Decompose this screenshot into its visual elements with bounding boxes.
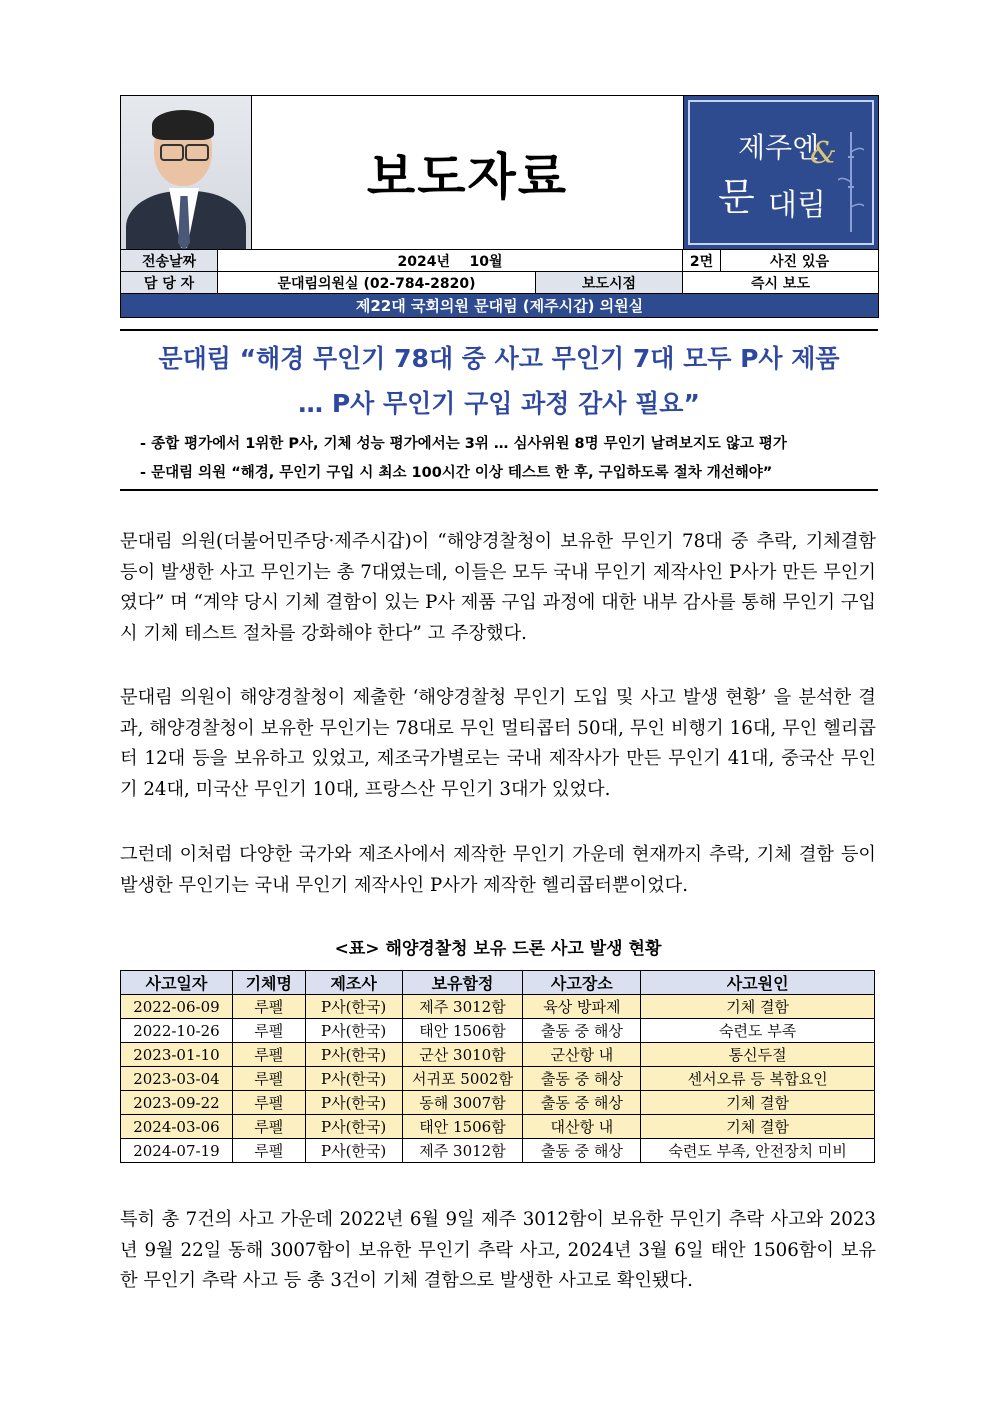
logo-text-2: 문 xyxy=(718,175,755,219)
title-area xyxy=(252,96,684,249)
cell-location: 군산항 내 xyxy=(523,1043,641,1067)
table-row xyxy=(121,1115,875,1139)
cell-cause: 숙련도 부족, 안전장치 미비 xyxy=(641,1139,875,1163)
cell-location: 출동 중 해상 xyxy=(523,1091,641,1115)
cell-model: 루펠 xyxy=(232,1091,305,1115)
press-header xyxy=(120,95,879,318)
cell-vessel: 제주 3012함 xyxy=(402,995,523,1019)
cell-cause: 센서오류 등 복합요인 xyxy=(641,1067,875,1091)
portrait-photo xyxy=(121,96,252,249)
cell-location: 대산항 내 xyxy=(523,1115,641,1139)
cell-model: 루펠 xyxy=(232,1043,305,1067)
table-row xyxy=(121,1067,875,1091)
send-date-label: 전송날짜 xyxy=(121,250,218,271)
paragraph-2: 문대림 의원이 해양경찰청이 제출한 ‘해양경찰청 무인기 도입 및 사고 발생 현황’ 을 분석한 결과, 해양경찰청이 보유한 무인기는 78대로 무인 멀티콥터 50대, 무인 비행기 16대, 무인 헬리콥터 12대 등을 보유하고 있었고, 제조국가별로는 국내 제작사가 만든 무인기 41대, 중국산 무인기 24대, 미국산 무인기 10대, 프랑스산 무인기 3대가 있었다. xyxy=(120,687,876,800)
cell-maker: P사(한국) xyxy=(305,995,402,1019)
cell-model: 루펠 xyxy=(232,1067,305,1091)
logo xyxy=(684,96,878,249)
logo-ampersand: & xyxy=(810,136,837,171)
cell-maker: P사(한국) xyxy=(305,1019,402,1043)
cell-vessel: 동해 3007함 xyxy=(402,1091,523,1115)
cell-maker: P사(한국) xyxy=(305,1091,402,1115)
divider-top xyxy=(120,329,878,331)
accident-table xyxy=(120,970,875,1163)
cell-vessel: 태안 1506함 xyxy=(402,1115,523,1139)
header-location: 사고장소 xyxy=(523,971,641,995)
header-top xyxy=(121,96,878,250)
cell-date: 2023-03-04 xyxy=(121,1067,233,1091)
cell-vessel: 태안 1506함 xyxy=(402,1019,523,1043)
contact-label: 담 당 자 xyxy=(121,272,218,293)
header-maker: 제조사 xyxy=(305,971,402,995)
paragraph-1: 문대림 의원(더불어민주당·제주시갑)이 “해양경찰청이 보유한 무인기 78대 중 추락, 기체결함 등이 발생한 사고 무인기는 총 7대였는데, 이들은 모두 국내 무인기 제작사인 P사가 만든 무인기였다” 며 “계약 당시 기체 결함이 있는 P사 제품 구입 과정에 대한 내부 감사를 통해 무인기 구입 시 기체 테스트 절차를 강화해야 한다” 고 주장했다. xyxy=(120,531,876,644)
info-row-contact xyxy=(121,272,878,294)
table-row xyxy=(121,1139,875,1163)
divider-bottom xyxy=(120,489,878,491)
cell-date: 2024-03-06 xyxy=(121,1115,233,1139)
cell-model: 루펠 xyxy=(232,1139,305,1163)
cell-date: 2024-07-19 xyxy=(121,1139,233,1163)
cell-vessel: 서귀포 5002함 xyxy=(402,1067,523,1091)
header-model: 기체명 xyxy=(232,971,305,995)
subheadline-1: - 종합 평가에서 1위한 P사, 기체 성능 평가에서는 3위 … 심사위원 8명 무인기 날려보지도 않고 평가 xyxy=(140,436,787,452)
release-value: 즉시 보도 xyxy=(751,275,810,292)
page-count: 2면 xyxy=(683,250,721,271)
page-title: 보도자료 xyxy=(366,147,569,206)
cell-date: 2023-01-10 xyxy=(121,1043,233,1067)
cell-maker: P사(한국) xyxy=(305,1043,402,1067)
table-row xyxy=(121,1091,875,1115)
headline-line-1: 문대림 “해경 무인기 78대 중 사고 무인기 7대 모두 P사 제품 xyxy=(158,344,840,373)
contact-value: 문대림의원실 (02-784-2820) xyxy=(218,272,536,293)
logo-text-1: 제주엔 xyxy=(738,131,820,164)
paragraph-4: 특히 총 7건의 사고 가운데 2022년 6월 9일 제주 3012함이 보유한 무인기 추락 사고와 2023년 9월 22일 동해 3007함이 보유한 무인기 추락 사고, 2024년 3월 6일 태안 1506함이 보유한 무인기 추락 사고 등 총 3건이 기체 결함으로 발생한 사고로 확인됐다. xyxy=(120,1209,876,1291)
table-header-row xyxy=(121,971,875,995)
cell-maker: P사(한국) xyxy=(305,1115,402,1139)
header-cause: 사고원인 xyxy=(641,971,875,995)
header-vessel: 보유함정 xyxy=(402,971,523,995)
cell-model: 루펠 xyxy=(232,1019,305,1043)
logo-text-3: 대림 xyxy=(768,188,826,223)
cell-cause: 기체 결함 xyxy=(641,1091,875,1115)
cell-cause: 통신두절 xyxy=(641,1043,875,1067)
cell-date: 2023-09-22 xyxy=(121,1091,233,1115)
cell-date: 2022-10-26 xyxy=(121,1019,233,1043)
cell-vessel: 군산 3010함 xyxy=(402,1043,523,1067)
bamboo-icon xyxy=(838,132,864,232)
release-label: 보도시점 xyxy=(536,272,683,293)
cell-vessel: 제주 3012함 xyxy=(402,1139,523,1163)
cell-cause: 숙련도 부족 xyxy=(641,1019,875,1043)
cell-location: 육상 방파제 xyxy=(523,995,641,1019)
cell-date: 2022-06-09 xyxy=(121,995,233,1019)
paragraph-3: 그런데 이처럼 다양한 국가와 제조사에서 제작한 무인기 가운데 현재까지 추락, 기체 결함 등이 발생한 무인기는 국내 무인기 제작사인 P사가 제작한 헬리콥터뿐이었다. xyxy=(120,844,876,896)
office-banner: 제22대 국회의원 문대림 (제주시갑) 의원실 xyxy=(121,294,878,317)
cell-location: 출동 중 해상 xyxy=(523,1067,641,1091)
cell-maker: P사(한국) xyxy=(305,1139,402,1163)
cell-model: 루펠 xyxy=(232,1115,305,1139)
photo-status: 사진 있음 xyxy=(770,253,829,270)
table-row xyxy=(121,995,875,1019)
subheadline-2: - 문대림 의원 “해경, 무인기 구입 시 최소 100시간 이상 테스트 한 후, 구입하도록 절차 개선해야” xyxy=(140,465,773,481)
cell-maker: P사(한국) xyxy=(305,1067,402,1091)
cell-model: 루펠 xyxy=(232,995,305,1019)
table-row xyxy=(121,1019,875,1043)
header-date: 사고일자 xyxy=(121,971,233,995)
cell-cause: 기체 결함 xyxy=(641,1115,875,1139)
headline-line-2: … P사 무인기 구입 과정 감사 필요” xyxy=(298,389,700,418)
cell-location: 출동 중 해상 xyxy=(523,1019,641,1043)
send-date-value: 2024년 10월 xyxy=(218,250,683,271)
info-row-date xyxy=(121,250,878,272)
cell-location: 출동 중 해상 xyxy=(523,1139,641,1163)
table-row xyxy=(121,1043,875,1067)
cell-cause: 기체 결함 xyxy=(641,995,875,1019)
table-caption: <표> 해양경찰청 보유 드론 사고 발생 현황 xyxy=(334,939,662,959)
